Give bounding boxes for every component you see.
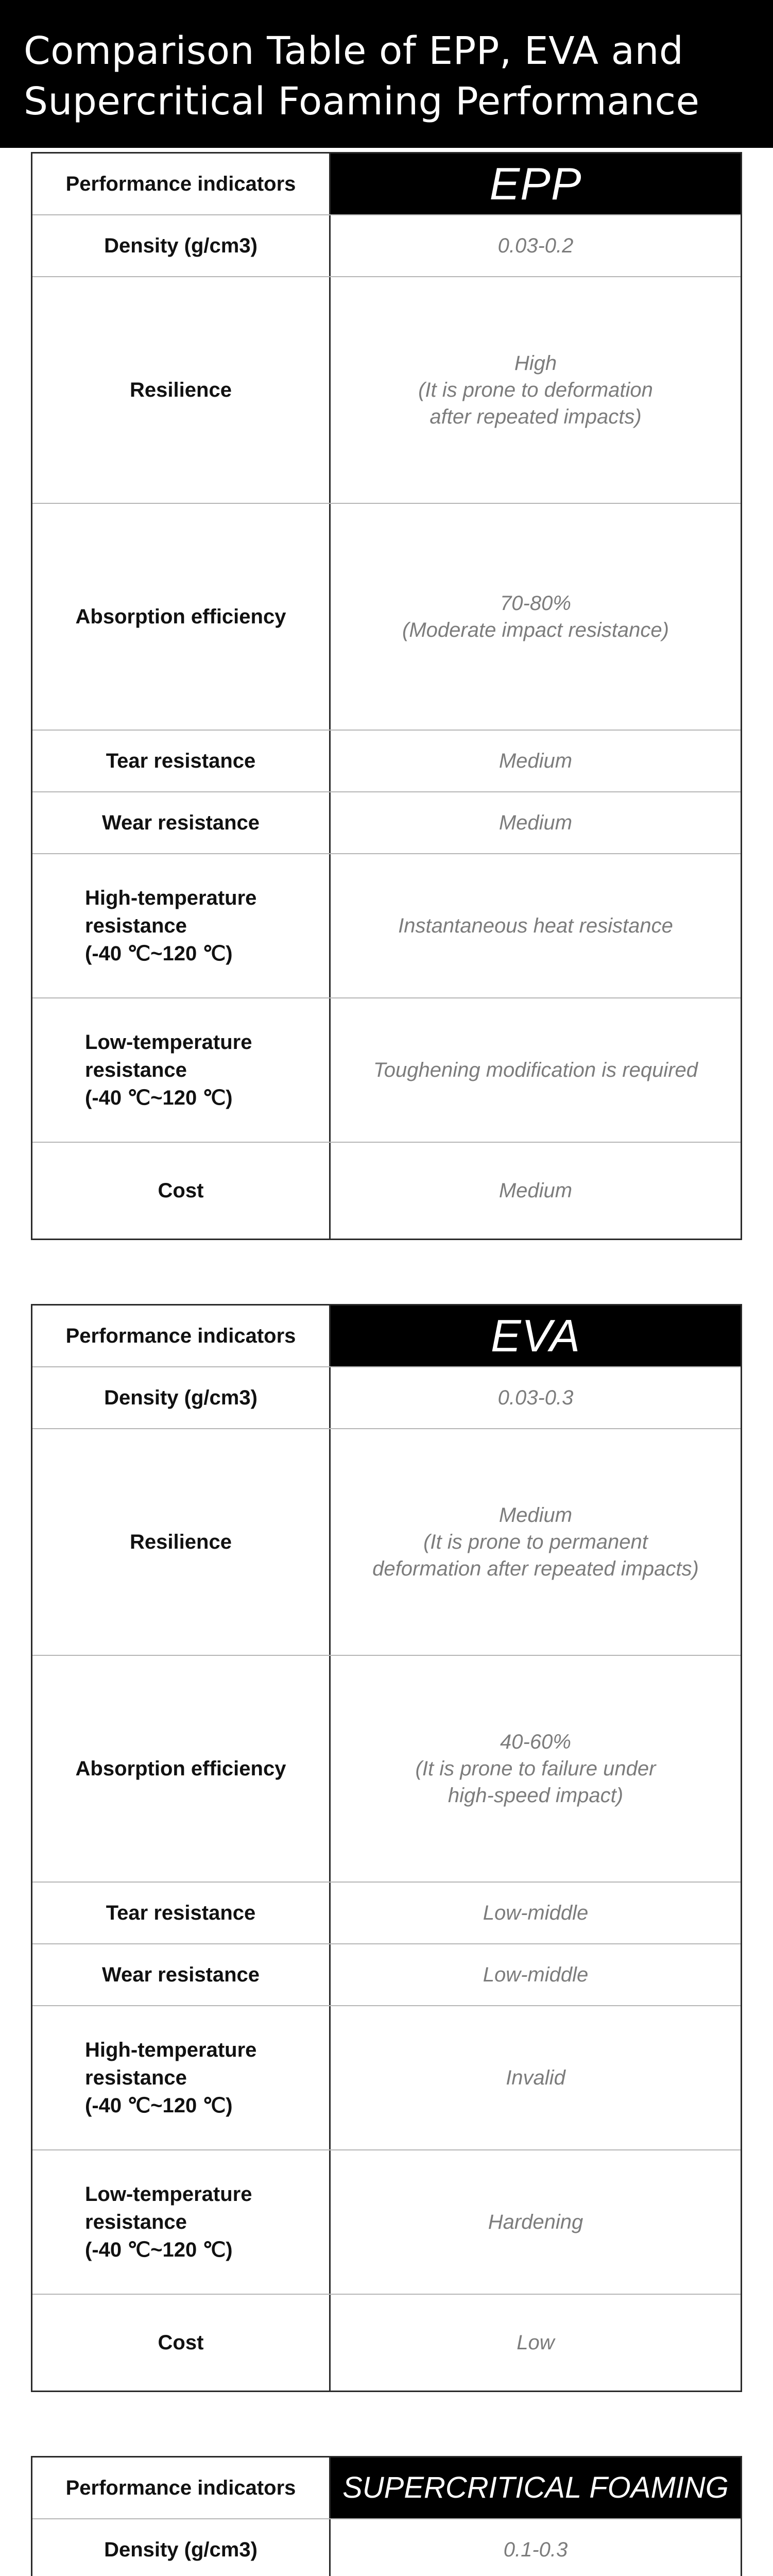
table-row [32,1367,741,1429]
row-label: Absorption efficiency [32,504,331,730]
row-label: Resilience [32,1429,331,1655]
row-label: Tear resistance [32,1883,331,1943]
table-row [32,1944,741,2006]
table-row [32,854,741,998]
table-row [32,277,741,504]
row-value: 0.03-0.3 [497,1386,574,1409]
table-row [32,1143,741,1239]
table-row [32,2519,741,2576]
row-value: Low [517,2331,555,2354]
row-label: Low-temperature resistance (-40 ℃~120 ℃) [32,2150,331,2294]
row-value: Hardening [488,2211,583,2233]
row-label: Cost [32,1143,331,1239]
table-row [32,2295,741,2391]
row-label: Wear resistance [32,1944,331,2005]
table-row [32,1429,741,1656]
row-value: Toughening modification is required [373,1059,698,1081]
row-value: 70-80% (Moderate impact resistance) [402,592,669,641]
title-banner [0,0,773,148]
page-title-line-1: Comparison Table of EPP, EVA and [24,29,684,73]
row-value: High (It is prone to deformation after repeated impacts) [418,352,653,428]
row-label: Tear resistance [32,731,331,791]
row-label: Density (g/cm3) [32,215,331,276]
table-header-row [32,1306,741,1367]
epp-comparison-table [31,152,742,1240]
header-label-cell: Performance indicators [32,154,331,214]
row-label: Wear resistance [32,792,331,853]
table-row [32,215,741,277]
table-row [32,504,741,731]
supercritical-foaming-comparison-table [31,2456,742,2576]
material-header-cell: EVA [331,1306,741,1366]
table-header-row [32,2458,741,2519]
row-label: High-temperature resistance (-40 ℃~120 ℃) [32,854,331,997]
row-label: Cost [32,2295,331,2391]
row-value: Medium [499,811,573,834]
material-header-cell: SUPERCRITICAL FOAMING [331,2458,741,2518]
table-row [32,792,741,854]
row-label: Absorption efficiency [32,1656,331,1882]
row-value: Invalid [506,2066,565,2089]
row-value: Medium (It is prone to permanent deformation after repeated impacts) [372,1504,699,1580]
eva-comparison-table [31,1304,742,2392]
table-row [32,998,741,1143]
table-row [32,1656,741,1883]
row-value: Medium [499,1179,573,1202]
table-row [32,731,741,792]
page-title-line-2: Supercritical Foaming Performance [24,79,700,124]
table-header-row [32,154,741,215]
row-label: High-temperature resistance (-40 ℃~120 ℃) [32,2006,331,2149]
row-value: Medium [499,750,573,772]
row-value: Low-middle [483,1963,589,1986]
row-label: Resilience [32,277,331,503]
header-label-cell: Performance indicators [32,1306,331,1366]
row-label: Density (g/cm3) [32,2519,331,2576]
row-value: Instantaneous heat resistance [398,914,673,937]
table-row [32,1883,741,1944]
table-row [32,2150,741,2295]
row-label: Low-temperature resistance (-40 ℃~120 ℃) [32,998,331,1142]
row-label: Density (g/cm3) [32,1367,331,1428]
row-value: 0.1-0.3 [503,2538,568,2561]
header-label-cell: Performance indicators [32,2458,331,2518]
row-value: 40-60% (It is prone to failure under high-speed impact) [415,1731,656,1807]
material-header-cell: EPP [331,154,741,214]
table-row [32,2006,741,2150]
row-value: Low-middle [483,1902,589,1924]
row-value: 0.03-0.2 [497,234,574,257]
